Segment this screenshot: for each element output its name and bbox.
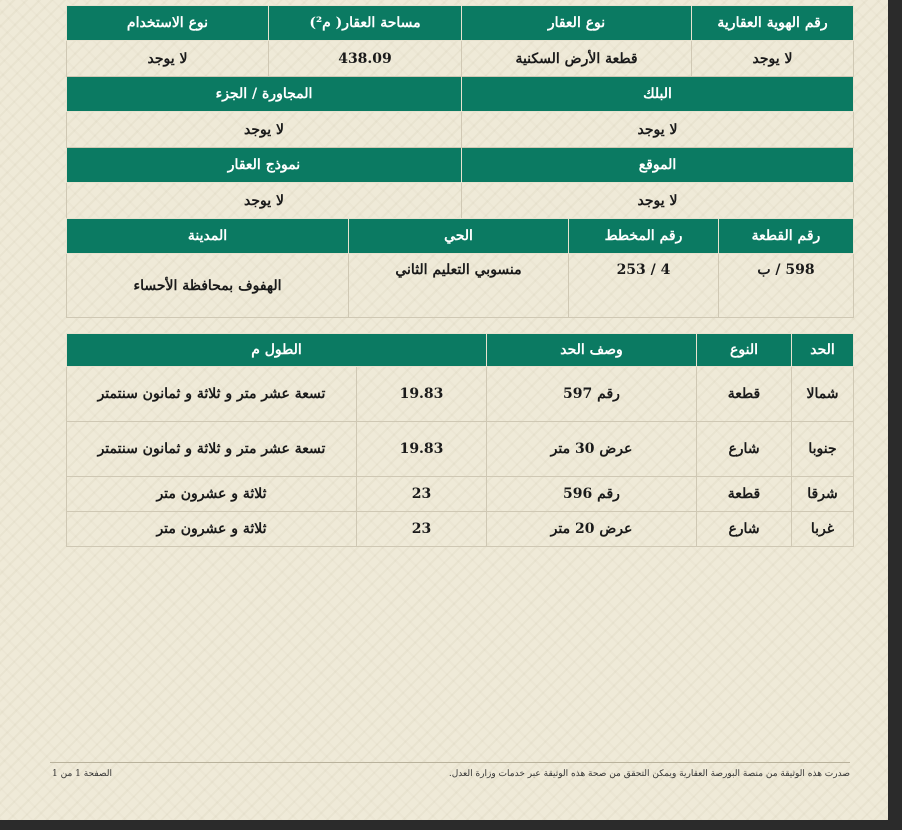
location-value-row — [67, 183, 854, 219]
footer-verification-note: صدرت هذه الوثيقة من منصة البورصة العقارية ويمكن التحقق من صحة هذه الوثيقة عبر خدمات وزارة العدل. — [448, 769, 850, 779]
boundary-side: شرقا — [792, 477, 854, 512]
page-footer — [50, 762, 850, 779]
boundary-type: قطعة — [697, 477, 792, 512]
property-info-table — [66, 5, 854, 219]
value-plot-number: 598 / ب — [719, 254, 854, 318]
boundary-length-words: ثلاثة و عشرون متر — [67, 512, 357, 547]
value-property-id: لا يوجد — [692, 41, 854, 77]
header-property-type: نوع العقار — [462, 6, 692, 41]
value-district: منسوبي التعليم الثاني — [349, 254, 569, 318]
property-header-row — [67, 6, 854, 41]
value-scheme-number: 4 / 253 — [569, 254, 719, 318]
boundary-length: 23 — [357, 477, 487, 512]
value-property-area: 438.09 — [269, 41, 462, 77]
plot-value-row — [67, 254, 854, 318]
page-number: الصفحة 1 من 1 — [52, 769, 112, 779]
boundary-length-words: تسعة عشر متر و ثلاثة و ثمانون سنتمتر — [67, 367, 357, 422]
value-neighborhood-part: لا يوجد — [67, 112, 462, 148]
table-row — [67, 477, 854, 512]
boundary-desc: رقم 596 — [487, 477, 697, 512]
header-property-id: رقم الهوية العقارية — [692, 6, 854, 41]
boundary-desc: عرض 30 متر — [487, 422, 697, 477]
header-location: الموقع — [462, 148, 854, 183]
plot-header-row — [67, 219, 854, 254]
value-block: لا يوجد — [462, 112, 854, 148]
boundaries-header-row — [67, 334, 854, 367]
header-length: الطول م — [67, 334, 487, 367]
header-city: المدينة — [67, 219, 349, 254]
value-city: الهفوف بمحافظة الأحساء — [67, 254, 349, 318]
table-row — [67, 512, 854, 547]
block-value-row — [67, 112, 854, 148]
header-neighborhood-part: المجاورة / الجزء — [67, 77, 462, 112]
boundary-desc: عرض 20 متر — [487, 512, 697, 547]
boundary-length-words: ثلاثة و عشرون متر — [67, 477, 357, 512]
header-scheme-number: رقم المخطط — [569, 219, 719, 254]
table-row — [67, 367, 854, 422]
header-usage-type: نوع الاستخدام — [67, 6, 269, 41]
location-header-row — [67, 148, 854, 183]
value-property-type: قطعة الأرض السكنية — [462, 41, 692, 77]
header-plot-number: رقم القطعة — [719, 219, 854, 254]
value-location: لا يوجد — [462, 183, 854, 219]
property-value-row — [67, 41, 854, 77]
boundary-type: شارع — [697, 512, 792, 547]
value-property-model: لا يوجد — [67, 183, 462, 219]
boundary-desc: رقم 597 — [487, 367, 697, 422]
value-usage-type: لا يوجد — [67, 41, 269, 77]
table-row — [67, 422, 854, 477]
header-boundary-desc: وصف الحد — [487, 334, 697, 367]
boundary-side: جنوبا — [792, 422, 854, 477]
header-property-model: نموذج العقار — [67, 148, 462, 183]
block-header-row — [67, 77, 854, 112]
boundary-length: 19.83 — [357, 367, 487, 422]
boundary-length-words: تسعة عشر متر و ثلاثة و ثمانون سنتمتر — [67, 422, 357, 477]
boundary-side: شمالا — [792, 367, 854, 422]
plot-info-table — [66, 218, 854, 318]
boundary-length: 19.83 — [357, 422, 487, 477]
boundary-type: قطعة — [697, 367, 792, 422]
header-block: البلك — [462, 77, 854, 112]
boundary-type: شارع — [697, 422, 792, 477]
boundary-length: 23 — [357, 512, 487, 547]
boundaries-table — [66, 333, 854, 547]
header-boundary: الحد — [792, 334, 854, 367]
header-property-area: مساحة العقار( م²) — [269, 6, 462, 41]
header-district: الحي — [349, 219, 569, 254]
boundary-side: غربا — [792, 512, 854, 547]
header-boundary-type: النوع — [697, 334, 792, 367]
